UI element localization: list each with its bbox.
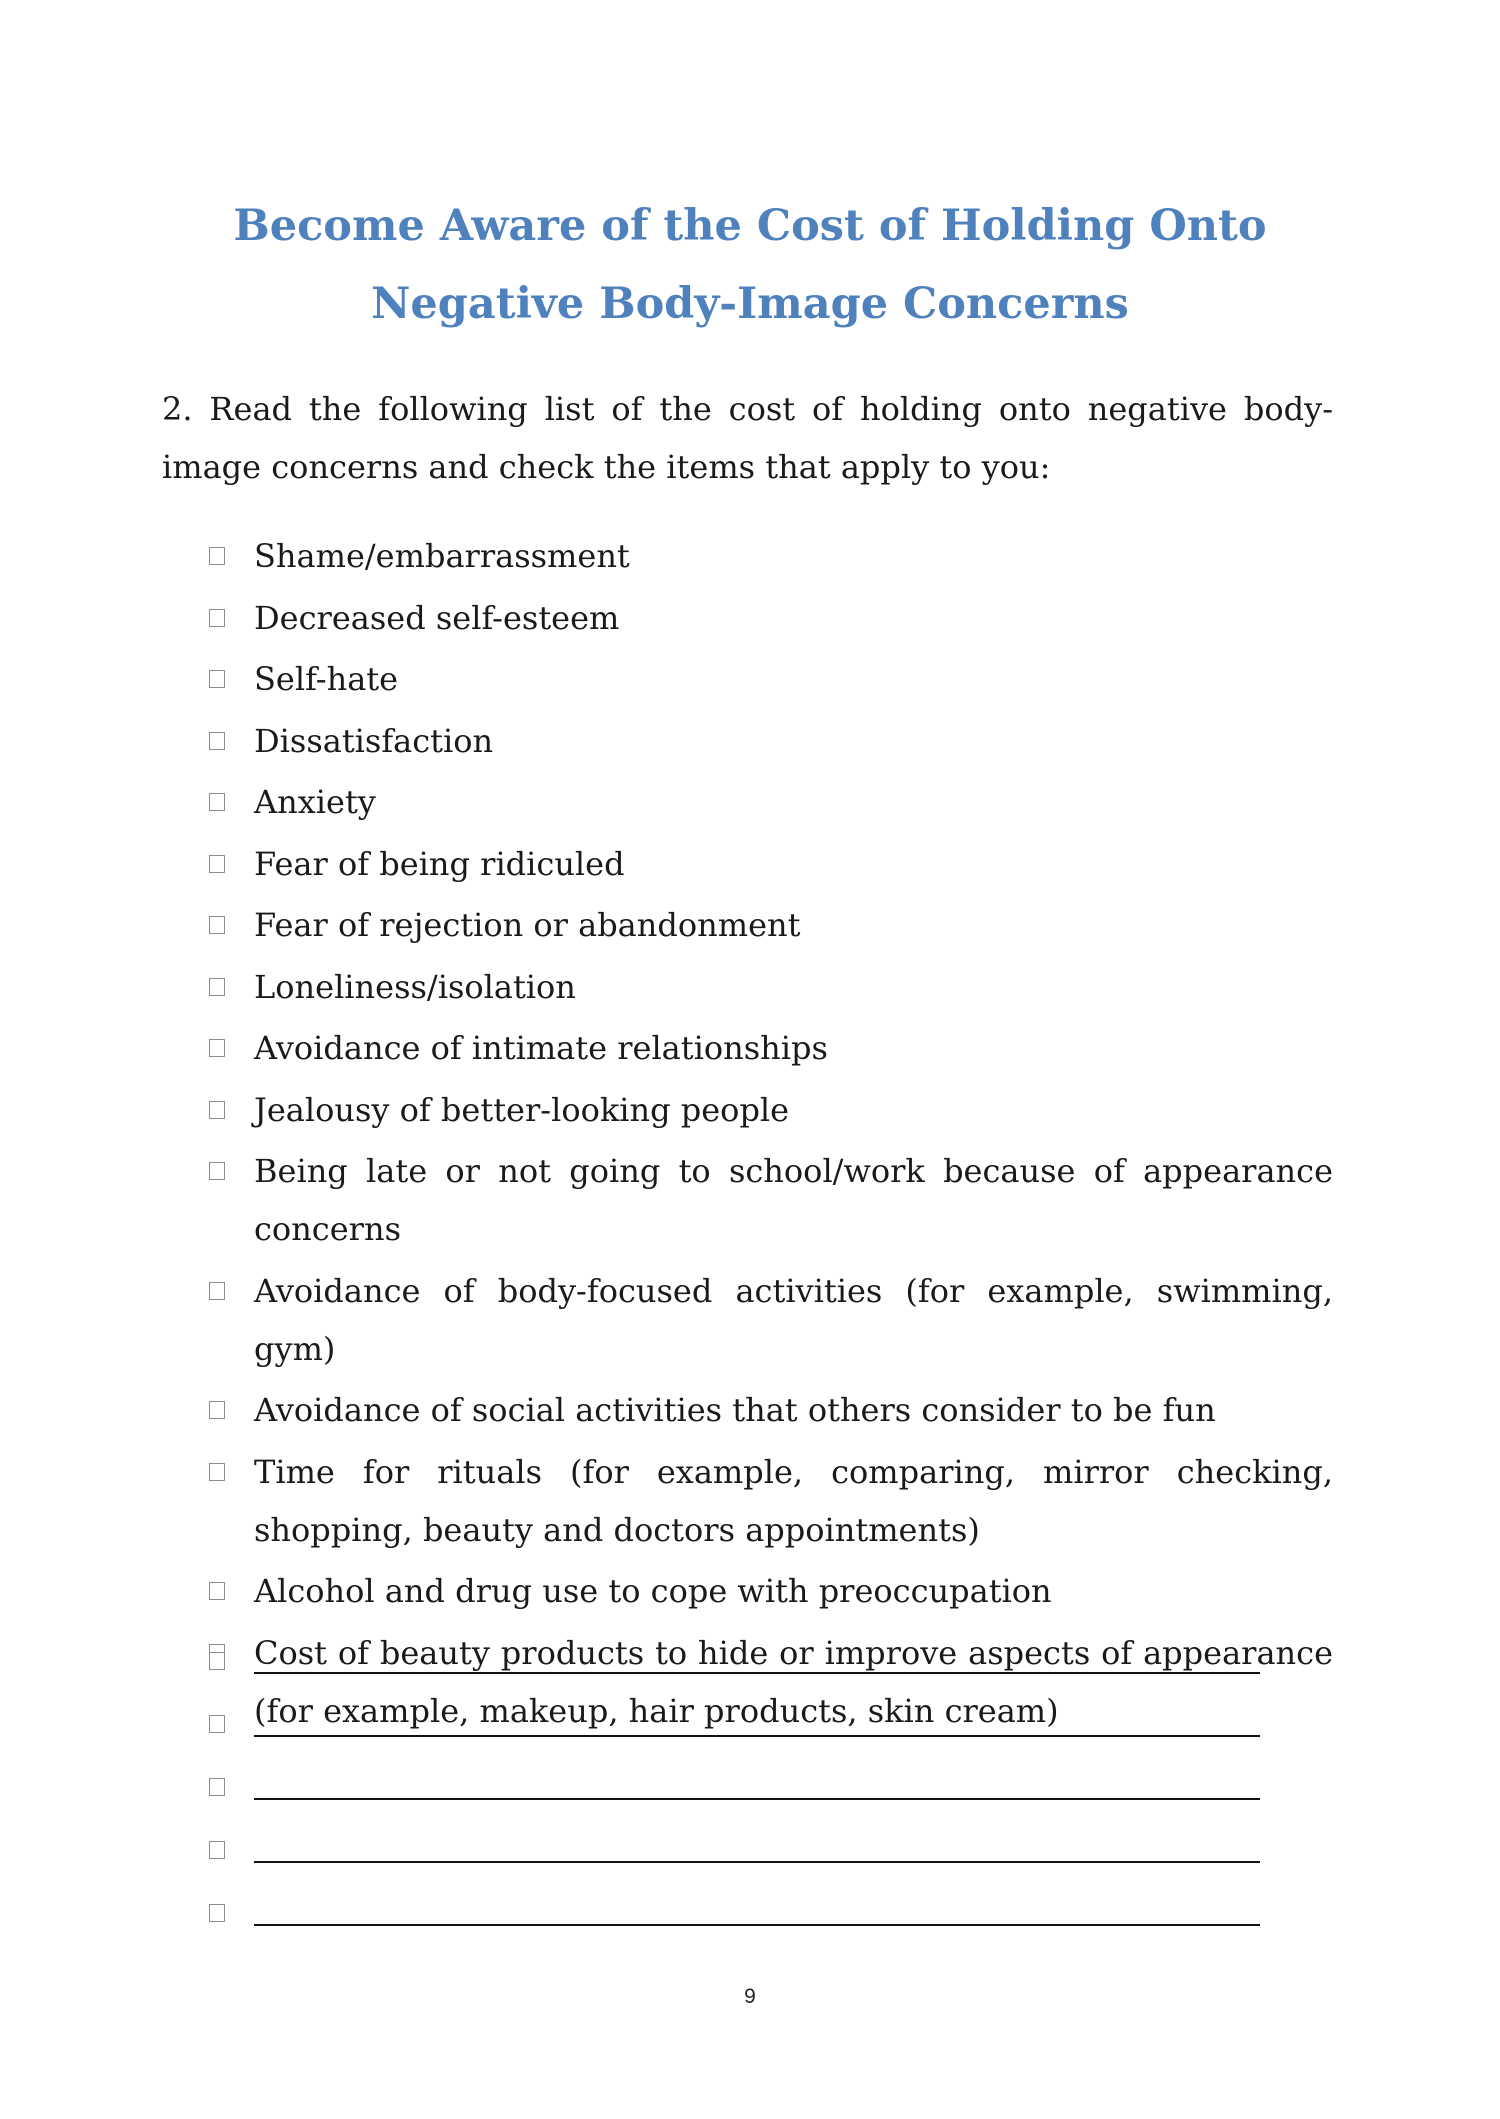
checklist-item-label: Anxiety xyxy=(254,783,376,821)
instruction-text: 2. Read the following list of the cost of holding onto negative body-image concerns and check the items that apply to you: xyxy=(162,390,1333,486)
checklist-item-label: Time for rituals (for example, comparing, mirror checking, shopping, beauty and doctors appointments) xyxy=(254,1452,1333,1549)
checkbox[interactable] xyxy=(209,1904,225,1922)
cost-checklist xyxy=(205,527,1333,1743)
write-in-line[interactable] xyxy=(254,1861,1260,1863)
checklist-item xyxy=(205,712,1333,770)
checkbox[interactable] xyxy=(209,1715,225,1733)
checklist-item-label: Fear of rejection or abandonment xyxy=(254,906,801,944)
checklist-item-label: Avoidance of intimate relationships xyxy=(254,1029,828,1067)
checklist-item-label: Jealousy of better-looking people xyxy=(254,1090,790,1129)
checkbox[interactable] xyxy=(209,1463,225,1481)
custom-entry xyxy=(205,1693,1333,1756)
checklist-item xyxy=(205,650,1333,708)
checkbox[interactable] xyxy=(209,547,225,565)
custom-entries xyxy=(205,1630,1333,1945)
checkbox[interactable] xyxy=(209,1162,225,1180)
checklist-item xyxy=(205,1019,1333,1077)
write-in-line[interactable] xyxy=(254,1924,1260,1926)
checklist-item xyxy=(205,835,1333,893)
checklist-item-label: Cost of beauty products to hide or improve aspects of appearance (for example, makeup, hair products, skin cream) xyxy=(254,1633,1333,1730)
checkbox[interactable] xyxy=(209,793,225,811)
custom-entry xyxy=(205,1756,1333,1819)
checklist-item xyxy=(205,589,1333,647)
write-in-line[interactable] xyxy=(254,1735,1260,1737)
checkbox[interactable] xyxy=(209,1039,225,1057)
checklist-item-label: Avoidance of body-focused activities (for example, swimming, gym) xyxy=(254,1271,1333,1368)
title-line-2: Negative Body-Image Concerns xyxy=(371,279,1129,329)
checklist-item xyxy=(205,527,1333,585)
checklist-item-label: Being late or not going to school/work because of appearance concerns xyxy=(254,1152,1333,1248)
checklist-item xyxy=(205,958,1333,1016)
checklist-item-label: Fear of being ridiculed xyxy=(254,844,625,883)
checklist-item-label: Dissatisfaction xyxy=(254,721,494,760)
checkbox[interactable] xyxy=(209,916,225,934)
checkbox[interactable] xyxy=(209,1778,225,1796)
checklist-item xyxy=(205,1142,1333,1258)
checkbox[interactable] xyxy=(209,855,225,873)
page-title xyxy=(160,187,1340,343)
custom-entry xyxy=(205,1882,1333,1945)
checkbox[interactable] xyxy=(209,609,225,627)
write-in-line[interactable] xyxy=(254,1672,1260,1674)
write-in-line[interactable] xyxy=(254,1798,1260,1800)
checkbox[interactable] xyxy=(209,1401,225,1419)
checklist-item-label: Shame/embarrassment xyxy=(254,537,630,575)
custom-entry xyxy=(205,1819,1333,1882)
checkbox[interactable] xyxy=(209,670,225,688)
checklist-item xyxy=(205,773,1333,831)
title-line-1: Become Aware of the Cost of Holding Onto xyxy=(233,201,1267,251)
checklist-item-label: Avoidance of social activities that others consider to be fun xyxy=(254,1391,1216,1429)
checkbox[interactable] xyxy=(209,732,225,750)
checklist-item xyxy=(205,1562,1333,1620)
checkbox[interactable] xyxy=(209,978,225,996)
checklist-item xyxy=(205,1443,1333,1559)
checklist-item-label: Loneliness/isolation xyxy=(254,967,576,1006)
checkbox[interactable] xyxy=(209,1652,225,1670)
checkbox[interactable] xyxy=(209,1841,225,1859)
checkbox[interactable] xyxy=(209,1101,225,1119)
checklist-item xyxy=(205,1081,1333,1139)
checkbox[interactable] xyxy=(209,1582,225,1600)
checklist-item-label: Decreased self-esteem xyxy=(254,598,620,637)
page-number: 9 xyxy=(744,1985,756,2008)
checkbox[interactable] xyxy=(209,1282,225,1300)
checklist-item-label: Self-hate xyxy=(254,660,399,698)
checklist-item xyxy=(205,1262,1333,1378)
checklist-item-label: Alcohol and drug use to cope with preoccupation xyxy=(254,1572,1052,1610)
checklist-item xyxy=(205,1381,1333,1439)
custom-entry xyxy=(205,1630,1333,1693)
checklist-item xyxy=(205,896,1333,954)
